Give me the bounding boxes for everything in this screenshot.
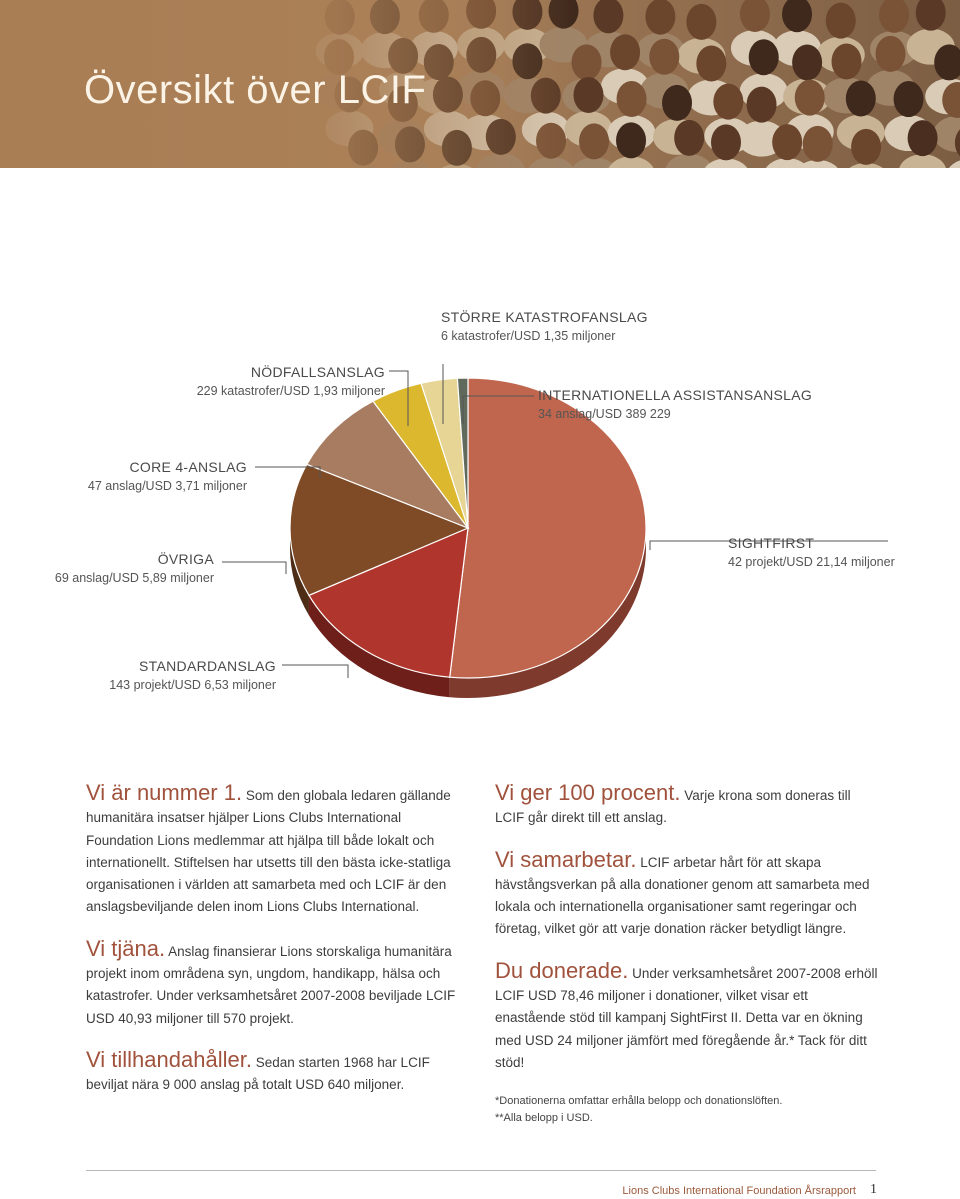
section-du-donerade [495,957,880,1074]
page-title: Översikt över LCIF [84,68,427,112]
pie-label-detail: 6 katastrofer/USD 1,35 miljoner [441,329,616,343]
section-vi-ger [495,782,880,830]
header-banner [0,0,960,168]
pie-label-title: INTERNATIONELLA ASSISTANSANSLAG [538,387,813,403]
section-heading: Vi tillhandahåller. [86,1046,252,1072]
pie-label-detail: 42 projekt/USD 21,14 miljoner [728,555,895,569]
pie-leader-line [282,665,348,678]
section-text: Varje krona som doneras till LCIF går direkt till ett anslag. [495,788,851,826]
pie-label-detail: 34 anslag/USD 389 229 [538,407,671,421]
section-heading: Vi samarbetar. [495,846,637,872]
section-nummer-1 [86,782,471,919]
section-text: Anslag finansierar Lions storskaliga humanitära projekt inom områdena syn, ungdom, handikapp, hälsa och katastrofer. Under verksamhetsåret 2007-2008 beviljade LCIF USD 40,93 miljoner till 570 projekt. [86,943,456,1026]
pie-label-title: ÖVRIGA [157,551,214,567]
footnote: **Alla belopp i USD. [495,1112,593,1125]
pie-label-detail: 229 katastrofer/USD 1,93 miljoner [196,384,385,398]
pie-slice-0 [450,378,646,678]
section-vi-tjana [86,935,471,1030]
section-text: Sedan starten 1968 har LCIF beviljat nära 9 000 anslag på totalt USD 640 miljoner. [86,1054,430,1093]
pie-label-title: STÖRRE KATASTROFANSLAG [441,309,648,325]
pie-label-title: STANDARDANSLAG [139,658,276,674]
section-text: Under verksamhetsåret 2007-2008 erhöll LCIF USD 78,46 miljoner i donationer, vilket visar ett enastående stöd till kampanj SightFirst II. Detta var en ökning med USD 24 miljoner jämfört med föregående år.* Tack för ditt stöd! [495,965,878,1070]
pie-label-detail: 69 anslag/USD 5,89 miljoner [54,571,214,585]
pie-label-title: NÖDFALLSANSLAG [250,364,385,380]
section-text: Som den globala ledaren gällande humanitära insatser hjälper Lions Clubs International Foundation Lions medlemmar att hjälpa till både lokalt och internationellt. Stiftelsen har utsetts till den bästa icke-statliga organisationen i världen att samarbeta med och LCIF är den anslagsbeviljande delen inom Lions Clubs International. [86,788,451,915]
section-heading: Vi är nummer 1. [86,780,243,805]
footnotes [495,1093,880,1127]
pie-label-title: CORE 4-ANSLAG [129,459,247,475]
section-heading: Du donerade. [495,957,629,983]
footer-divider [86,1170,876,1171]
page-number: 1 [870,1182,877,1197]
pie-label-title: SIGHTFIRST [728,535,815,551]
section-heading: Vi tjäna. [86,935,166,961]
section-text: LCIF arbetar hårt för att skapa hävstångsverkan på alla donationer genom att samarbeta med lokala och internationella organisationer samt regeringar och företag, vilket gör att varje donation räcker betydligt längre. [495,854,870,937]
section-vi-samarbetar [495,846,880,941]
pie-label-detail: 47 anslag/USD 3,71 miljoner [87,479,247,493]
pie-chart [0,168,960,728]
pie-label-detail: 143 projekt/USD 6,53 miljoner [109,678,276,692]
section-heading: Vi ger 100 procent. [495,780,681,805]
right-column [495,782,880,1127]
left-column [86,782,471,1116]
footer-publication: Lions Clubs International Foundation Årsrapport [622,1185,856,1197]
footnote: *Donationerna omfattar erhålla belopp och donationslöften. [495,1095,783,1108]
section-vi-tillhandahaller [86,1046,471,1097]
pie-leader-line [222,562,286,574]
